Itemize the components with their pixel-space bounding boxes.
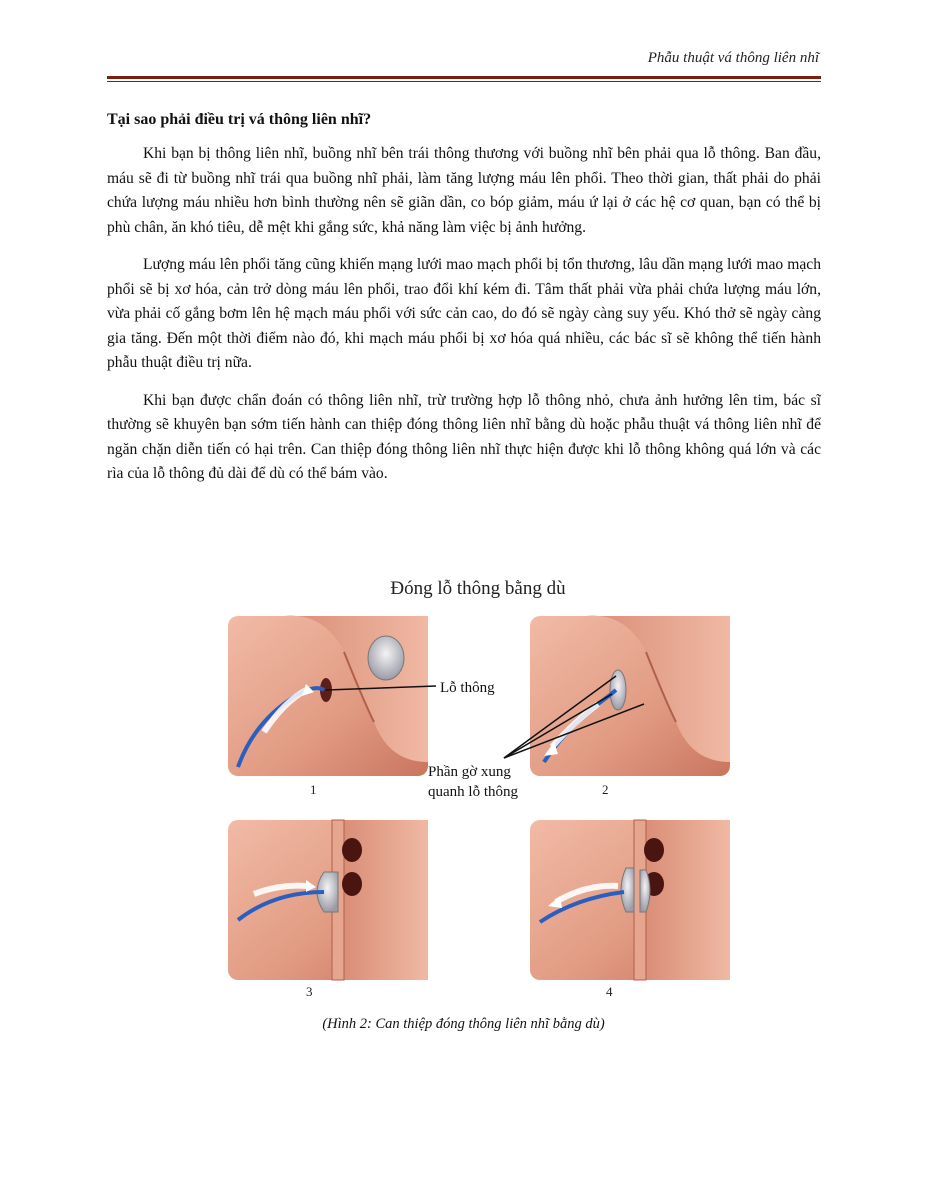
panel-2 — [504, 616, 730, 776]
panel-1 — [228, 616, 436, 776]
panel-number-4: 4 — [606, 984, 613, 999]
header-rule-thin — [107, 81, 821, 82]
paragraph-3: Khi bạn được chẩn đoán có thông liên nhĩ, trừ trường hợp lỗ thông nhỏ, chưa ảnh hưởng lên tim, bác sĩ thường sẽ khuyên bạn sớm tiến hành can thiệp đóng thông liên nhĩ bằng dù hoặc phẫu thuật vá thông liên nhĩ để ngăn chặn diễn tiến có hại trên. Can thiệp đóng thông liên nhĩ thực hiện được khi lỗ thông không quá lớn và các rìa của lỗ thông đủ dài để dù có thể bám vào. — [107, 391, 821, 482]
figure — [214, 572, 742, 1002]
panel-number-1: 1 — [310, 782, 317, 797]
label-hole: Lỗ thông — [440, 680, 495, 696]
panel-number-3: 3 — [306, 984, 313, 999]
panel-4 — [530, 820, 730, 980]
section-heading: Tại sao phải điều trị vá thông liên nhĩ? — [107, 111, 372, 128]
panel-number-2: 2 — [602, 782, 609, 797]
figure-caption: (Hình 2: Can thiệp đóng thông liên nhĩ bằng dù) — [322, 1016, 605, 1032]
header-rule — [107, 76, 821, 79]
header-title: Phẫu thuật vá thông liên nhĩ — [647, 50, 819, 66]
label-rim-line1: Phần gờ xung — [428, 764, 511, 780]
label-rim-line2: quanh lỗ thông — [428, 784, 518, 800]
figure-title: Đóng lỗ thông bằng dù — [390, 578, 566, 599]
paragraph-1: Khi bạn bị thông liên nhĩ, buồng nhĩ bên trái thông thương với buồng nhĩ bên phải qua lỗ thông. Ban đầu, máu sẽ đi từ buồng nhĩ trái qua buồng nhĩ phải, làm tăng lượng máu lên phổi. Theo thời gian, thất phải do phải chứa lượng máu nhiều hơn bình thường nên sẽ giãn dần, co bóp giảm, máu ứ lại ở các hệ cơ quan, bạn có thể bị phù chân, ăn khó tiêu, dễ mệt khi gắng sức, khả năng làm việc bị ảnh hưởng. — [107, 145, 821, 236]
main-content — [107, 111, 821, 500]
panel-3 — [228, 820, 428, 980]
figure-illustration — [214, 572, 742, 1002]
paragraph-2: Lượng máu lên phổi tăng cũng khiến mạng lưới mao mạch phổi bị tổn thương, lâu dần mạng lưới mao mạch phổi sẽ bị xơ hóa, cản trở dòng máu lên phổi, trao đổi khí kém đi. Tâm thất phải vừa phải chứa lượng máu lớn, vừa phải cố gắng bơm lên hệ mạch máu phổi với sức cản cao, do đó sẽ ngày càng suy yếu. Khó thở sẽ ngày càng gia tăng. Đến một thời điểm nào đó, khi mạch máu phổi bị xơ hóa quá nhiều, các bác sĩ sẽ không thể tiến hành phẫu thuật điều trị nữa. — [107, 256, 821, 371]
